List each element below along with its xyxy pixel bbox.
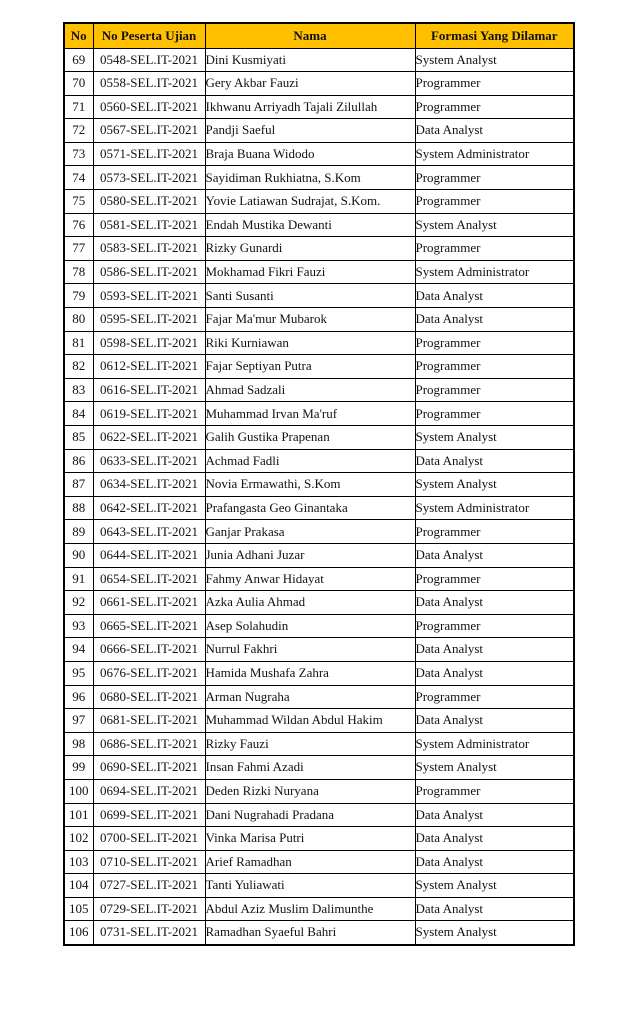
position-cell: System Analyst <box>415 921 574 945</box>
table-row <box>64 72 574 96</box>
name-cell: Yovie Latiawan Sudrajat, S.Kom. <box>205 190 415 214</box>
row-number-cell: 101 <box>64 803 93 827</box>
position-cell: System Analyst <box>415 473 574 497</box>
exam-number-cell: 0665-SEL.IT-2021 <box>93 614 205 638</box>
exam-number-cell: 0560-SEL.IT-2021 <box>93 95 205 119</box>
row-number-cell: 83 <box>64 378 93 402</box>
position-cell: Programmer <box>415 520 574 544</box>
row-number-cell: 78 <box>64 260 93 284</box>
row-number-cell: 96 <box>64 685 93 709</box>
row-number-cell: 73 <box>64 142 93 166</box>
name-cell: Ikhwanu Arriyadh Tajali Zilullah <box>205 95 415 119</box>
table-row <box>64 803 574 827</box>
row-number-cell: 86 <box>64 449 93 473</box>
table-row <box>64 638 574 662</box>
row-number-cell: 69 <box>64 48 93 72</box>
table-row <box>64 709 574 733</box>
exam-number-cell: 0676-SEL.IT-2021 <box>93 661 205 685</box>
exam-number-cell: 0666-SEL.IT-2021 <box>93 638 205 662</box>
name-cell: Muhammad Irvan Ma'ruf <box>205 402 415 426</box>
row-number-cell: 94 <box>64 638 93 662</box>
exam-number-cell: 0595-SEL.IT-2021 <box>93 308 205 332</box>
table-row <box>64 567 574 591</box>
table-row <box>64 449 574 473</box>
position-cell: System Administrator <box>415 260 574 284</box>
row-number-cell: 103 <box>64 850 93 874</box>
table-row <box>64 591 574 615</box>
exam-number-cell: 0612-SEL.IT-2021 <box>93 355 205 379</box>
position-cell: System Analyst <box>415 874 574 898</box>
table-row <box>64 614 574 638</box>
table-row <box>64 779 574 803</box>
exam-number-cell: 0661-SEL.IT-2021 <box>93 591 205 615</box>
table-row <box>64 190 574 214</box>
row-number-cell: 106 <box>64 921 93 945</box>
position-cell: Data Analyst <box>415 803 574 827</box>
exam-number-cell: 0548-SEL.IT-2021 <box>93 48 205 72</box>
position-cell: Programmer <box>415 567 574 591</box>
name-cell: Mokhamad Fikri Fauzi <box>205 260 415 284</box>
table-row <box>64 850 574 874</box>
table-row <box>64 874 574 898</box>
exam-number-cell: 0729-SEL.IT-2021 <box>93 897 205 921</box>
exam-number-cell: 0616-SEL.IT-2021 <box>93 378 205 402</box>
exam-number-cell: 0593-SEL.IT-2021 <box>93 284 205 308</box>
header-cell-formasi-yang-dilamar: Formasi Yang Dilamar <box>415 23 574 48</box>
name-cell: Galih Gustika Prapenan <box>205 426 415 450</box>
table-row <box>64 520 574 544</box>
exam-number-cell: 0694-SEL.IT-2021 <box>93 779 205 803</box>
row-number-cell: 74 <box>64 166 93 190</box>
table-header-row <box>64 23 574 48</box>
position-cell: Programmer <box>415 378 574 402</box>
position-cell: Data Analyst <box>415 638 574 662</box>
exam-number-cell: 0710-SEL.IT-2021 <box>93 850 205 874</box>
name-cell: Arief Ramadhan <box>205 850 415 874</box>
table-row <box>64 685 574 709</box>
name-cell: Sayidiman Rukhiatna, S.Kom <box>205 166 415 190</box>
position-cell: System Administrator <box>415 732 574 756</box>
row-number-cell: 100 <box>64 779 93 803</box>
exam-number-cell: 0686-SEL.IT-2021 <box>93 732 205 756</box>
row-number-cell: 75 <box>64 190 93 214</box>
row-number-cell: 97 <box>64 709 93 733</box>
position-cell: System Administrator <box>415 496 574 520</box>
header-cell-no: No <box>64 23 93 48</box>
applicant-table <box>63 22 575 946</box>
position-cell: Programmer <box>415 685 574 709</box>
table-row <box>64 355 574 379</box>
name-cell: Novia Ermawathi, S.Kom <box>205 473 415 497</box>
exam-number-cell: 0727-SEL.IT-2021 <box>93 874 205 898</box>
row-number-cell: 82 <box>64 355 93 379</box>
table-row <box>64 308 574 332</box>
name-cell: Braja Buana Widodo <box>205 142 415 166</box>
table-row <box>64 48 574 72</box>
name-cell: Deden Rizki Nuryana <box>205 779 415 803</box>
row-number-cell: 102 <box>64 827 93 851</box>
position-cell: Data Analyst <box>415 897 574 921</box>
row-number-cell: 88 <box>64 496 93 520</box>
row-number-cell: 87 <box>64 473 93 497</box>
position-cell: Data Analyst <box>415 827 574 851</box>
position-cell: Data Analyst <box>415 308 574 332</box>
position-cell: Programmer <box>415 237 574 261</box>
header-cell-nama: Nama <box>205 23 415 48</box>
exam-number-cell: 0586-SEL.IT-2021 <box>93 260 205 284</box>
name-cell: Santi Susanti <box>205 284 415 308</box>
position-cell: Data Analyst <box>415 119 574 143</box>
position-cell: Data Analyst <box>415 591 574 615</box>
name-cell: Nurrul Fakhri <box>205 638 415 662</box>
row-number-cell: 81 <box>64 331 93 355</box>
name-cell: Pandji Saeful <box>205 119 415 143</box>
row-number-cell: 76 <box>64 213 93 237</box>
position-cell: Programmer <box>415 72 574 96</box>
table-row <box>64 897 574 921</box>
position-cell: Data Analyst <box>415 850 574 874</box>
row-number-cell: 105 <box>64 897 93 921</box>
name-cell: Rizky Gunardi <box>205 237 415 261</box>
name-cell: Ahmad Sadzali <box>205 378 415 402</box>
row-number-cell: 90 <box>64 543 93 567</box>
position-cell: Data Analyst <box>415 661 574 685</box>
row-number-cell: 92 <box>64 591 93 615</box>
row-number-cell: 85 <box>64 426 93 450</box>
row-number-cell: 79 <box>64 284 93 308</box>
exam-number-cell: 0598-SEL.IT-2021 <box>93 331 205 355</box>
position-cell: Programmer <box>415 166 574 190</box>
exam-number-cell: 0680-SEL.IT-2021 <box>93 685 205 709</box>
name-cell: Vinka Marisa Putri <box>205 827 415 851</box>
name-cell: Junia Adhani Juzar <box>205 543 415 567</box>
exam-number-cell: 0642-SEL.IT-2021 <box>93 496 205 520</box>
name-cell: Asep Solahudin <box>205 614 415 638</box>
exam-number-cell: 0700-SEL.IT-2021 <box>93 827 205 851</box>
table-row <box>64 543 574 567</box>
name-cell: Fahmy Anwar Hidayat <box>205 567 415 591</box>
row-number-cell: 71 <box>64 95 93 119</box>
name-cell: Hamida Mushafa Zahra <box>205 661 415 685</box>
table-row <box>64 473 574 497</box>
row-number-cell: 77 <box>64 237 93 261</box>
name-cell: Prafangasta Geo Ginantaka <box>205 496 415 520</box>
name-cell: Fajar Septiyan Putra <box>205 355 415 379</box>
row-number-cell: 72 <box>64 119 93 143</box>
name-cell: Arman Nugraha <box>205 685 415 709</box>
position-cell: Programmer <box>415 95 574 119</box>
table-row <box>64 213 574 237</box>
name-cell: Azka Aulia Ahmad <box>205 591 415 615</box>
position-cell: Programmer <box>415 190 574 214</box>
position-cell: System Analyst <box>415 756 574 780</box>
position-cell: System Administrator <box>415 142 574 166</box>
table-row <box>64 331 574 355</box>
name-cell: Rizky Fauzi <box>205 732 415 756</box>
row-number-cell: 95 <box>64 661 93 685</box>
name-cell: Riki Kurniawan <box>205 331 415 355</box>
name-cell: Endah Mustika Dewanti <box>205 213 415 237</box>
exam-number-cell: 0633-SEL.IT-2021 <box>93 449 205 473</box>
table-body <box>64 48 574 945</box>
position-cell: System Analyst <box>415 213 574 237</box>
row-number-cell: 84 <box>64 402 93 426</box>
exam-number-cell: 0654-SEL.IT-2021 <box>93 567 205 591</box>
row-number-cell: 98 <box>64 732 93 756</box>
table-row <box>64 921 574 945</box>
table-row <box>64 496 574 520</box>
name-cell: Muhammad Wildan Abdul Hakim <box>205 709 415 733</box>
row-number-cell: 89 <box>64 520 93 544</box>
exam-number-cell: 0571-SEL.IT-2021 <box>93 142 205 166</box>
table-row <box>64 402 574 426</box>
exam-number-cell: 0583-SEL.IT-2021 <box>93 237 205 261</box>
position-cell: Programmer <box>415 402 574 426</box>
name-cell: Ramadhan Syaeful Bahri <box>205 921 415 945</box>
name-cell: Fajar Ma'mur Mubarok <box>205 308 415 332</box>
position-cell: Data Analyst <box>415 543 574 567</box>
exam-number-cell: 0644-SEL.IT-2021 <box>93 543 205 567</box>
position-cell: Data Analyst <box>415 284 574 308</box>
row-number-cell: 104 <box>64 874 93 898</box>
row-number-cell: 80 <box>64 308 93 332</box>
table-row <box>64 142 574 166</box>
table-row <box>64 237 574 261</box>
name-cell: Abdul Aziz Muslim Dalimunthe <box>205 897 415 921</box>
row-number-cell: 99 <box>64 756 93 780</box>
position-cell: System Analyst <box>415 48 574 72</box>
exam-number-cell: 0619-SEL.IT-2021 <box>93 402 205 426</box>
name-cell: Tanti Yuliawati <box>205 874 415 898</box>
table-row <box>64 166 574 190</box>
row-number-cell: 93 <box>64 614 93 638</box>
exam-number-cell: 0580-SEL.IT-2021 <box>93 190 205 214</box>
exam-number-cell: 0581-SEL.IT-2021 <box>93 213 205 237</box>
table-row <box>64 260 574 284</box>
exam-number-cell: 0558-SEL.IT-2021 <box>93 72 205 96</box>
name-cell: Ganjar Prakasa <box>205 520 415 544</box>
position-cell: Programmer <box>415 779 574 803</box>
name-cell: Dini Kusmiyati <box>205 48 415 72</box>
position-cell: Programmer <box>415 614 574 638</box>
position-cell: Programmer <box>415 355 574 379</box>
table-row <box>64 426 574 450</box>
row-number-cell: 70 <box>64 72 93 96</box>
name-cell: Gery Akbar Fauzi <box>205 72 415 96</box>
table-row <box>64 284 574 308</box>
name-cell: Insan Fahmi Azadi <box>205 756 415 780</box>
table-row <box>64 119 574 143</box>
row-number-cell: 91 <box>64 567 93 591</box>
exam-number-cell: 0690-SEL.IT-2021 <box>93 756 205 780</box>
exam-number-cell: 0681-SEL.IT-2021 <box>93 709 205 733</box>
position-cell: System Analyst <box>415 426 574 450</box>
table-row <box>64 661 574 685</box>
table-row <box>64 378 574 402</box>
table-row <box>64 827 574 851</box>
position-cell: Data Analyst <box>415 709 574 733</box>
exam-number-cell: 0573-SEL.IT-2021 <box>93 166 205 190</box>
exam-number-cell: 0699-SEL.IT-2021 <box>93 803 205 827</box>
exam-number-cell: 0634-SEL.IT-2021 <box>93 473 205 497</box>
table-row <box>64 95 574 119</box>
exam-number-cell: 0643-SEL.IT-2021 <box>93 520 205 544</box>
exam-number-cell: 0622-SEL.IT-2021 <box>93 426 205 450</box>
name-cell: Achmad Fadli <box>205 449 415 473</box>
header-cell-no-peserta-ujian: No Peserta Ujian <box>93 23 205 48</box>
exam-number-cell: 0731-SEL.IT-2021 <box>93 921 205 945</box>
table-row <box>64 756 574 780</box>
position-cell: Data Analyst <box>415 449 574 473</box>
table-row <box>64 732 574 756</box>
position-cell: Programmer <box>415 331 574 355</box>
exam-number-cell: 0567-SEL.IT-2021 <box>93 119 205 143</box>
name-cell: Dani Nugrahadi Pradana <box>205 803 415 827</box>
